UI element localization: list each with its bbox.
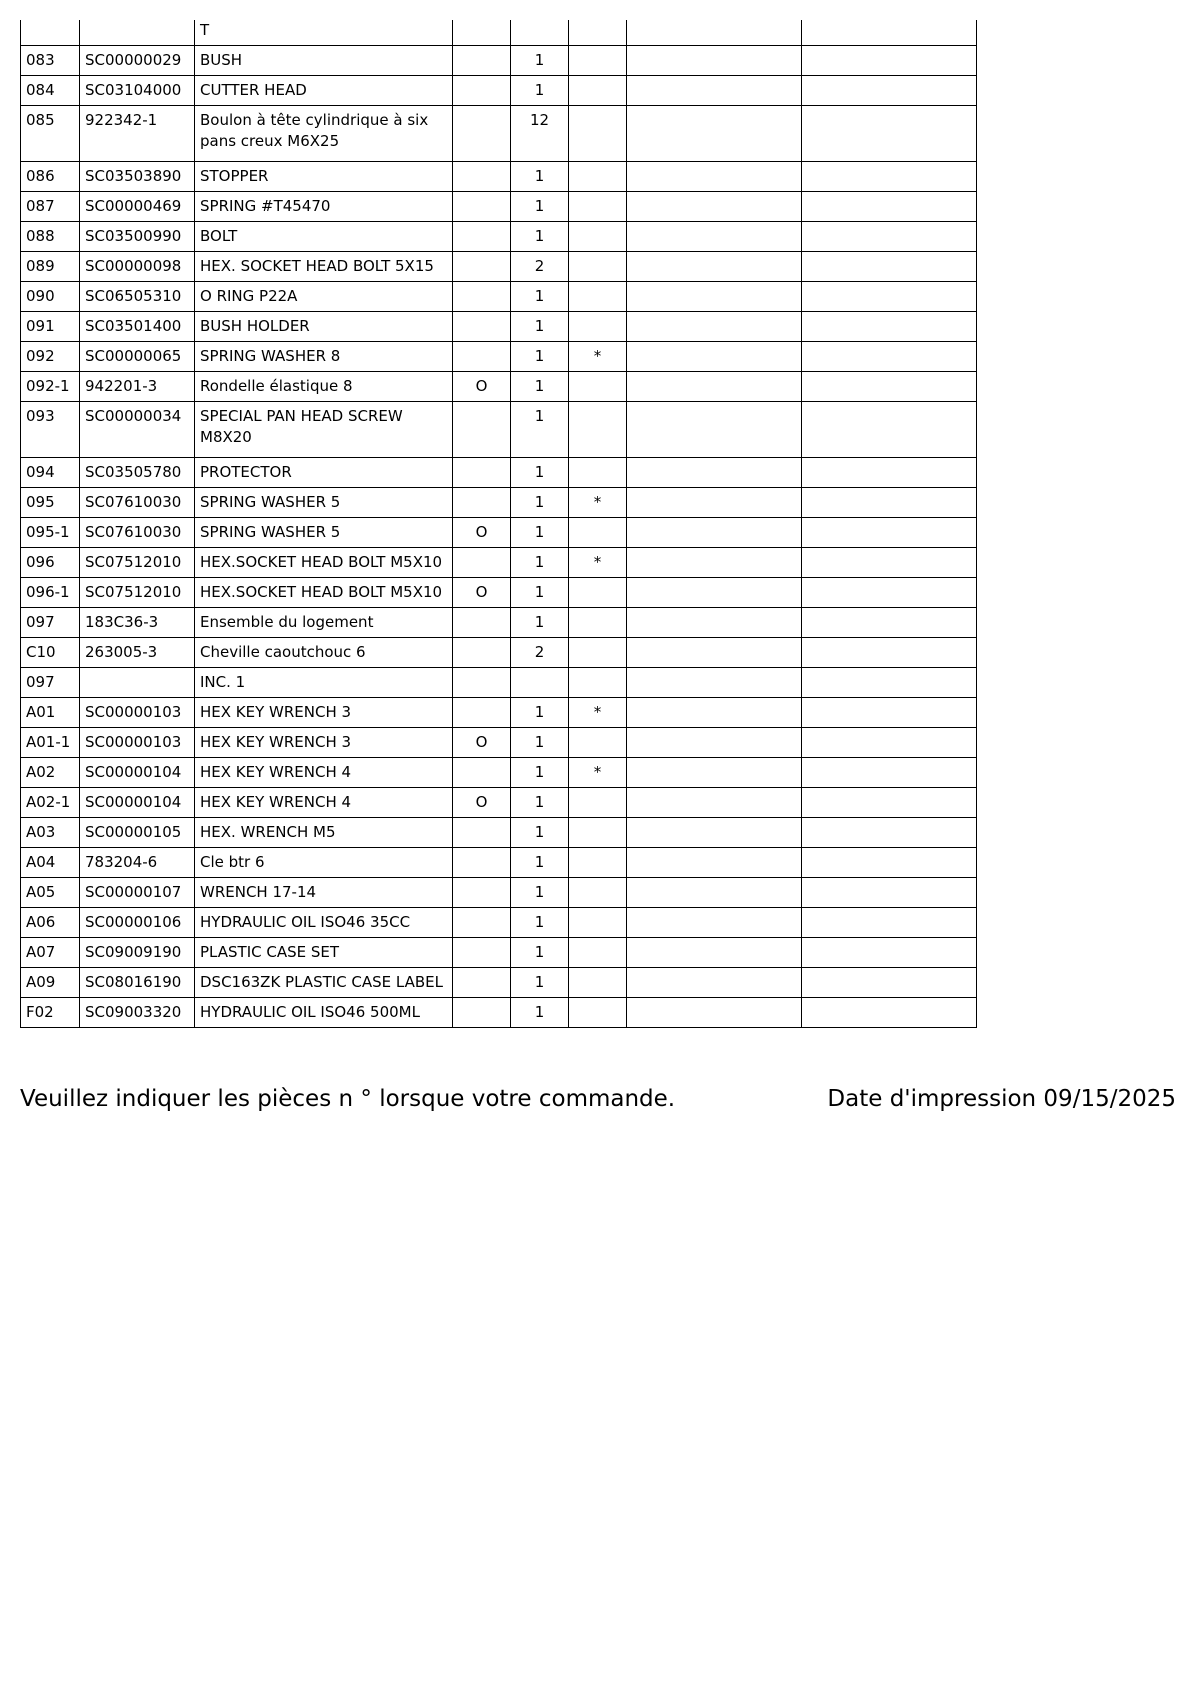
cell-empty — [627, 222, 802, 252]
cell-no: 087 — [21, 192, 80, 222]
cell-empty — [802, 878, 977, 908]
cell-option: O — [453, 372, 511, 402]
cell-description: SPRING WASHER 5 — [195, 488, 453, 518]
cell-no: A01-1 — [21, 728, 80, 758]
cell-empty — [802, 818, 977, 848]
table-row — [21, 638, 977, 668]
cell-quantity: 1 — [511, 848, 569, 878]
cell-mark — [569, 908, 627, 938]
cell-no: 083 — [21, 46, 80, 76]
cell-no: 095 — [21, 488, 80, 518]
cell-quantity: 1 — [511, 728, 569, 758]
cell-mark — [569, 788, 627, 818]
cell-code: SC00000103 — [80, 728, 195, 758]
cell-mark — [569, 638, 627, 668]
cell-quantity: 1 — [511, 488, 569, 518]
cell-code: 783204-6 — [80, 848, 195, 878]
cell-option — [453, 878, 511, 908]
cell-code — [80, 20, 195, 46]
cell-option — [453, 818, 511, 848]
table-row — [21, 848, 977, 878]
cell-no: A09 — [21, 968, 80, 998]
cell-option — [453, 342, 511, 372]
cell-quantity: 1 — [511, 162, 569, 192]
cell-code: SC09003320 — [80, 998, 195, 1028]
cell-empty — [627, 698, 802, 728]
cell-code: SC07512010 — [80, 548, 195, 578]
cell-no: A07 — [21, 938, 80, 968]
cell-empty — [627, 818, 802, 848]
cell-description: Ensemble du logement — [195, 608, 453, 638]
cell-description: SPRING #T45470 — [195, 192, 453, 222]
cell-empty — [802, 938, 977, 968]
cell-description: HEX. SOCKET HEAD BOLT 5X15 — [195, 252, 453, 282]
cell-option — [453, 402, 511, 458]
cell-no: A04 — [21, 848, 80, 878]
cell-description: CUTTER HEAD — [195, 76, 453, 106]
cell-description: T — [195, 20, 453, 46]
cell-mark — [569, 76, 627, 106]
cell-option — [453, 638, 511, 668]
table-row — [21, 192, 977, 222]
cell-empty — [802, 788, 977, 818]
cell-option — [453, 192, 511, 222]
cell-option — [453, 312, 511, 342]
cell-no: 093 — [21, 402, 80, 458]
cell-code: SC00000098 — [80, 252, 195, 282]
cell-empty — [802, 968, 977, 998]
cell-mark — [569, 728, 627, 758]
cell-description: HYDRAULIC OIL ISO46 500ML — [195, 998, 453, 1028]
cell-no: 095-1 — [21, 518, 80, 548]
cell-empty — [627, 668, 802, 698]
cell-mark — [569, 106, 627, 162]
cell-quantity: 1 — [511, 938, 569, 968]
table-row — [21, 908, 977, 938]
cell-quantity: 1 — [511, 548, 569, 578]
cell-no: 090 — [21, 282, 80, 312]
table-row — [21, 668, 977, 698]
cell-description: Rondelle élastique 8 — [195, 372, 453, 402]
cell-quantity: 1 — [511, 998, 569, 1028]
cell-no: 097 — [21, 668, 80, 698]
cell-description: Boulon à tête cylindrique à six pans creux M6X25 — [195, 106, 453, 162]
cell-mark — [569, 282, 627, 312]
cell-empty — [802, 548, 977, 578]
cell-option — [453, 848, 511, 878]
cell-option — [453, 282, 511, 312]
cell-no: 097 — [21, 608, 80, 638]
cell-empty — [627, 908, 802, 938]
cell-no: 092-1 — [21, 372, 80, 402]
cell-no: A03 — [21, 818, 80, 848]
cell-no: 094 — [21, 458, 80, 488]
cell-option — [453, 938, 511, 968]
cell-no: F02 — [21, 998, 80, 1028]
cell-mark: * — [569, 548, 627, 578]
cell-mark — [569, 968, 627, 998]
cell-option: O — [453, 518, 511, 548]
table-row — [21, 106, 977, 162]
cell-description: Cheville caoutchouc 6 — [195, 638, 453, 668]
table-row — [21, 76, 977, 106]
table-row — [21, 788, 977, 818]
cell-quantity: 1 — [511, 698, 569, 728]
cell-empty — [802, 46, 977, 76]
cell-description: BUSH HOLDER — [195, 312, 453, 342]
table-row — [21, 968, 977, 998]
cell-option: O — [453, 578, 511, 608]
cell-mark — [569, 20, 627, 46]
cell-empty — [627, 372, 802, 402]
table-row — [21, 818, 977, 848]
cell-no: 084 — [21, 76, 80, 106]
cell-code: 263005-3 — [80, 638, 195, 668]
cell-description: HEX KEY WRENCH 4 — [195, 788, 453, 818]
cell-quantity: 1 — [511, 46, 569, 76]
cell-empty — [627, 162, 802, 192]
table-row — [21, 938, 977, 968]
cell-quantity: 2 — [511, 638, 569, 668]
cell-empty — [802, 668, 977, 698]
cell-empty — [802, 342, 977, 372]
table-row — [21, 608, 977, 638]
cell-mark: * — [569, 488, 627, 518]
cell-empty — [802, 162, 977, 192]
cell-mark — [569, 162, 627, 192]
cell-empty — [802, 488, 977, 518]
cell-option — [453, 998, 511, 1028]
table-row-continued — [21, 20, 977, 46]
cell-option — [453, 458, 511, 488]
cell-empty — [627, 878, 802, 908]
parts-table — [20, 20, 977, 1028]
cell-quantity: 1 — [511, 578, 569, 608]
cell-empty — [627, 402, 802, 458]
cell-code: SC07512010 — [80, 578, 195, 608]
cell-mark: * — [569, 698, 627, 728]
cell-description: STOPPER — [195, 162, 453, 192]
cell-empty — [802, 758, 977, 788]
table-row — [21, 548, 977, 578]
cell-code: SC07610030 — [80, 488, 195, 518]
cell-empty — [802, 252, 977, 282]
cell-no: 096 — [21, 548, 80, 578]
cell-description: INC. 1 — [195, 668, 453, 698]
cell-empty — [627, 282, 802, 312]
cell-description: SPRING WASHER 5 — [195, 518, 453, 548]
cell-code: 942201-3 — [80, 372, 195, 402]
cell-quantity: 1 — [511, 608, 569, 638]
cell-option — [453, 668, 511, 698]
cell-empty — [802, 192, 977, 222]
cell-quantity: 1 — [511, 222, 569, 252]
cell-no — [21, 20, 80, 46]
cell-mark — [569, 818, 627, 848]
cell-empty — [627, 968, 802, 998]
cell-quantity: 1 — [511, 518, 569, 548]
cell-code: SC03505780 — [80, 458, 195, 488]
table-row — [21, 698, 977, 728]
cell-no: A02 — [21, 758, 80, 788]
table-row — [21, 162, 977, 192]
table-row — [21, 282, 977, 312]
cell-mark — [569, 46, 627, 76]
cell-no: 092 — [21, 342, 80, 372]
cell-description: HEX.SOCKET HEAD BOLT M5X10 — [195, 578, 453, 608]
cell-no: A05 — [21, 878, 80, 908]
cell-description: HEX KEY WRENCH 4 — [195, 758, 453, 788]
cell-empty — [627, 518, 802, 548]
cell-empty — [627, 608, 802, 638]
cell-empty — [627, 758, 802, 788]
cell-description: BUSH — [195, 46, 453, 76]
cell-code: SC09009190 — [80, 938, 195, 968]
cell-description: HEX KEY WRENCH 3 — [195, 728, 453, 758]
cell-no: C10 — [21, 638, 80, 668]
cell-empty — [627, 46, 802, 76]
cell-empty — [802, 518, 977, 548]
cell-option: O — [453, 728, 511, 758]
cell-option — [453, 908, 511, 938]
cell-code: SC00000106 — [80, 908, 195, 938]
cell-description: DSC163ZK PLASTIC CASE LABEL — [195, 968, 453, 998]
cell-quantity: 1 — [511, 458, 569, 488]
cell-empty — [802, 638, 977, 668]
cell-option — [453, 162, 511, 192]
cell-code: 922342-1 — [80, 106, 195, 162]
table-row — [21, 46, 977, 76]
cell-empty — [802, 458, 977, 488]
cell-code: SC03500990 — [80, 222, 195, 252]
cell-option — [453, 608, 511, 638]
cell-quantity: 1 — [511, 878, 569, 908]
cell-empty — [627, 458, 802, 488]
cell-empty — [627, 20, 802, 46]
cell-no: A02-1 — [21, 788, 80, 818]
cell-code: SC00000065 — [80, 342, 195, 372]
cell-quantity: 1 — [511, 402, 569, 458]
cell-empty — [802, 402, 977, 458]
footer-order-note: Veuillez indiquer les pièces n ° lorsque votre commande. — [20, 1086, 676, 1112]
cell-empty — [802, 76, 977, 106]
cell-empty — [802, 998, 977, 1028]
cell-description: PLASTIC CASE SET — [195, 938, 453, 968]
cell-mark — [569, 372, 627, 402]
cell-empty — [802, 608, 977, 638]
cell-option — [453, 968, 511, 998]
table-row — [21, 758, 977, 788]
cell-quantity: 1 — [511, 372, 569, 402]
cell-code: SC00000469 — [80, 192, 195, 222]
cell-code — [80, 668, 195, 698]
table-row — [21, 878, 977, 908]
cell-code: SC00000104 — [80, 788, 195, 818]
cell-empty — [802, 312, 977, 342]
cell-description: WRENCH 17-14 — [195, 878, 453, 908]
table-row — [21, 728, 977, 758]
table-row — [21, 342, 977, 372]
cell-no: 096-1 — [21, 578, 80, 608]
cell-no: 086 — [21, 162, 80, 192]
cell-empty — [802, 282, 977, 312]
cell-option — [453, 758, 511, 788]
cell-option — [453, 46, 511, 76]
cell-mark — [569, 878, 627, 908]
cell-description: O RING P22A — [195, 282, 453, 312]
cell-code: 183C36-3 — [80, 608, 195, 638]
cell-empty — [627, 192, 802, 222]
cell-code: SC03104000 — [80, 76, 195, 106]
cell-description: HYDRAULIC OIL ISO46 35CC — [195, 908, 453, 938]
table-row — [21, 372, 977, 402]
cell-code: SC00000029 — [80, 46, 195, 76]
cell-description: HEX KEY WRENCH 3 — [195, 698, 453, 728]
cell-no: 088 — [21, 222, 80, 252]
cell-empty — [802, 578, 977, 608]
cell-no: 089 — [21, 252, 80, 282]
cell-mark — [569, 458, 627, 488]
cell-description: BOLT — [195, 222, 453, 252]
table-body — [21, 20, 977, 1028]
cell-mark — [569, 668, 627, 698]
cell-code: SC03503890 — [80, 162, 195, 192]
cell-no: 085 — [21, 106, 80, 162]
table-row — [21, 312, 977, 342]
cell-quantity: 1 — [511, 312, 569, 342]
cell-option — [453, 106, 511, 162]
table-row — [21, 518, 977, 548]
cell-quantity: 1 — [511, 968, 569, 998]
cell-quantity: 12 — [511, 106, 569, 162]
cell-empty — [802, 908, 977, 938]
cell-empty — [627, 488, 802, 518]
cell-mark — [569, 192, 627, 222]
cell-empty — [802, 372, 977, 402]
cell-mark — [569, 608, 627, 638]
cell-empty — [627, 312, 802, 342]
cell-mark — [569, 938, 627, 968]
footer-print-date: Date d'impression 09/15/2025 — [827, 1086, 1176, 1112]
cell-empty — [627, 76, 802, 106]
cell-quantity: 1 — [511, 908, 569, 938]
cell-empty — [802, 728, 977, 758]
cell-option: O — [453, 788, 511, 818]
cell-option — [453, 252, 511, 282]
cell-option — [453, 222, 511, 252]
cell-description: SPECIAL PAN HEAD SCREW M8X20 — [195, 402, 453, 458]
cell-code: SC08016190 — [80, 968, 195, 998]
cell-quantity: 1 — [511, 818, 569, 848]
cell-code: SC00000103 — [80, 698, 195, 728]
cell-mark — [569, 578, 627, 608]
cell-code: SC06505310 — [80, 282, 195, 312]
cell-mark — [569, 998, 627, 1028]
cell-empty — [627, 638, 802, 668]
table-row — [21, 222, 977, 252]
cell-empty — [627, 938, 802, 968]
cell-no: 091 — [21, 312, 80, 342]
cell-option — [453, 698, 511, 728]
cell-code: SC00000034 — [80, 402, 195, 458]
cell-description: Cle btr 6 — [195, 848, 453, 878]
cell-code: SC00000107 — [80, 878, 195, 908]
cell-empty — [802, 848, 977, 878]
table-row — [21, 578, 977, 608]
cell-quantity: 1 — [511, 788, 569, 818]
table-row — [21, 488, 977, 518]
cell-empty — [627, 728, 802, 758]
cell-quantity — [511, 668, 569, 698]
cell-description: PROTECTOR — [195, 458, 453, 488]
cell-mark: * — [569, 758, 627, 788]
cell-quantity — [511, 20, 569, 46]
cell-description: SPRING WASHER 8 — [195, 342, 453, 372]
cell-quantity: 2 — [511, 252, 569, 282]
cell-code: SC00000104 — [80, 758, 195, 788]
cell-mark — [569, 518, 627, 548]
cell-mark — [569, 312, 627, 342]
cell-code: SC07610030 — [80, 518, 195, 548]
cell-mark — [569, 252, 627, 282]
table-row — [21, 458, 977, 488]
cell-empty — [802, 106, 977, 162]
table-row — [21, 998, 977, 1028]
cell-code: SC00000105 — [80, 818, 195, 848]
cell-description: HEX. WRENCH M5 — [195, 818, 453, 848]
cell-no: A06 — [21, 908, 80, 938]
cell-empty — [802, 698, 977, 728]
cell-no: A01 — [21, 698, 80, 728]
cell-mark — [569, 848, 627, 878]
cell-empty — [627, 788, 802, 818]
cell-quantity: 1 — [511, 76, 569, 106]
cell-mark — [569, 222, 627, 252]
cell-mark — [569, 402, 627, 458]
cell-empty — [627, 106, 802, 162]
cell-code: SC03501400 — [80, 312, 195, 342]
cell-description: HEX.SOCKET HEAD BOLT M5X10 — [195, 548, 453, 578]
cell-empty — [627, 578, 802, 608]
cell-quantity: 1 — [511, 282, 569, 312]
cell-quantity: 1 — [511, 758, 569, 788]
cell-option — [453, 488, 511, 518]
cell-empty — [627, 342, 802, 372]
cell-empty — [627, 548, 802, 578]
cell-option — [453, 548, 511, 578]
table-row — [21, 252, 977, 282]
cell-empty — [802, 222, 977, 252]
cell-option — [453, 76, 511, 106]
cell-empty — [627, 252, 802, 282]
table-row — [21, 402, 977, 458]
cell-empty — [802, 20, 977, 46]
cell-quantity: 1 — [511, 192, 569, 222]
cell-quantity: 1 — [511, 342, 569, 372]
cell-mark: * — [569, 342, 627, 372]
cell-empty — [627, 848, 802, 878]
cell-option — [453, 20, 511, 46]
cell-empty — [627, 998, 802, 1028]
